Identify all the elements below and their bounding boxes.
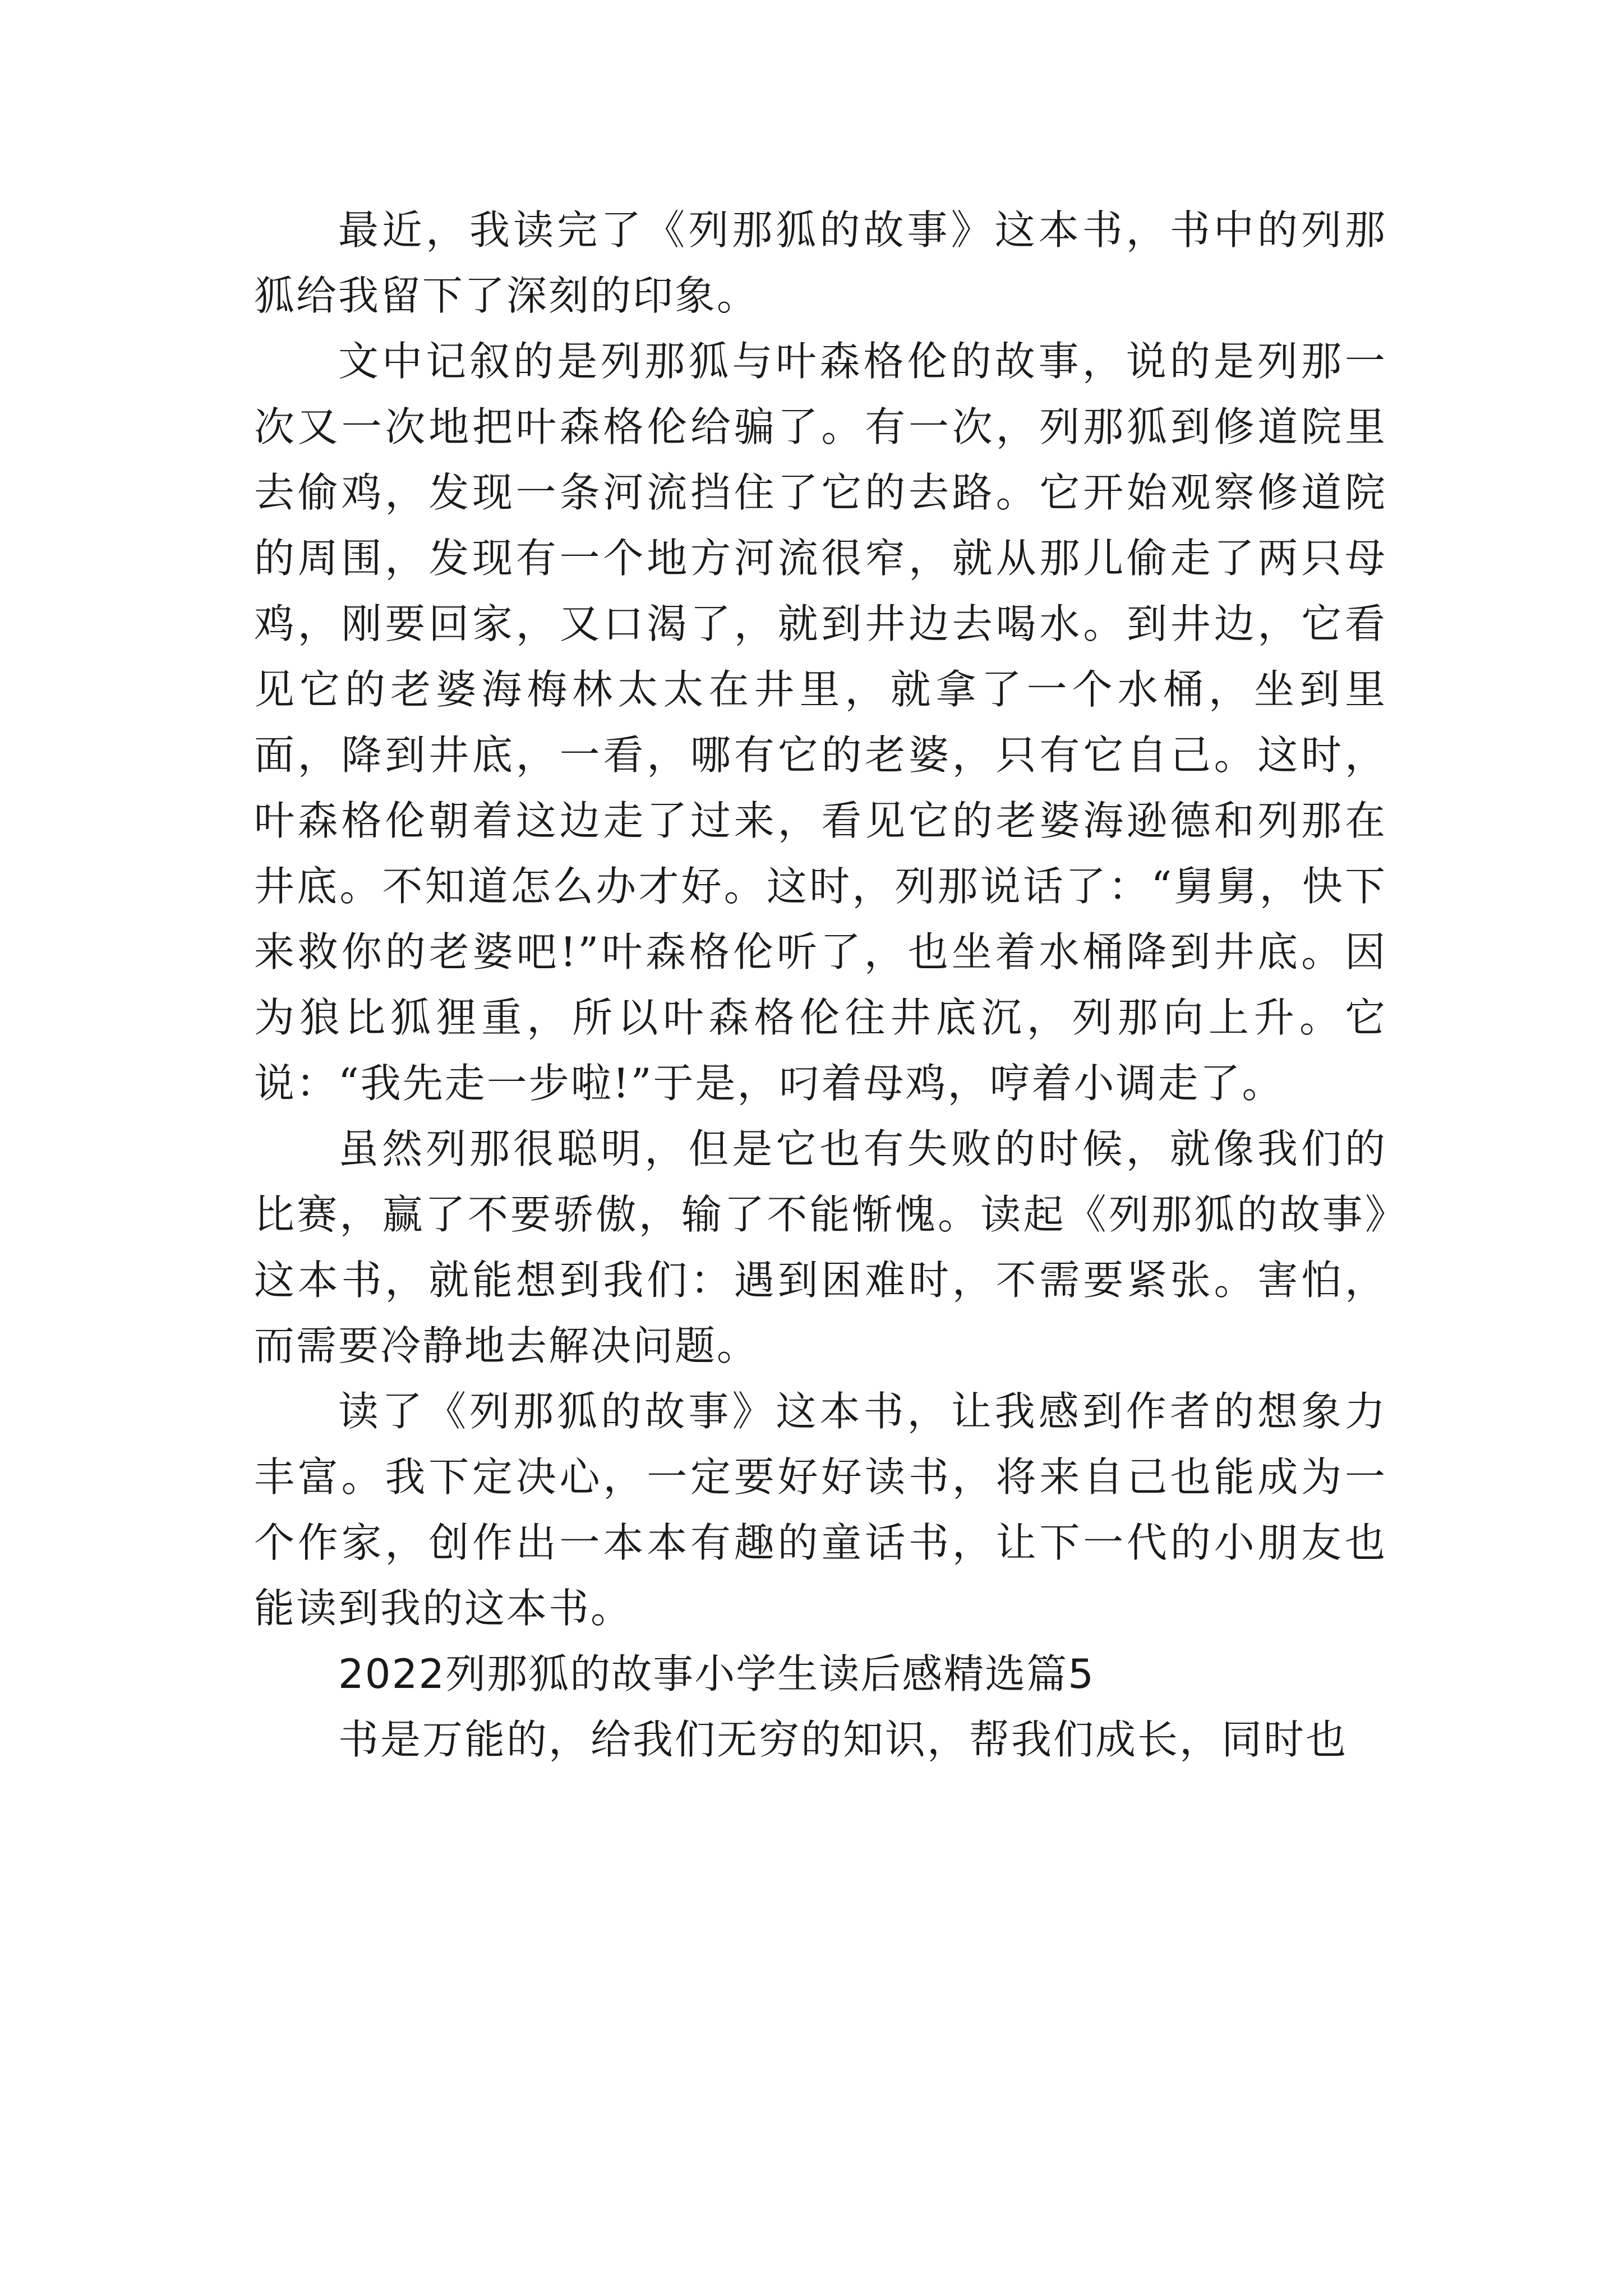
- paragraph-reflection: 虽然列那很聪明，但是它也有失败的时候，就像我们的比赛，赢了不要骄傲，输了不能惭愧。读起《列那狐的故事》这本书，就能想到我们：遇到困难时，不需要紧张。害怕，而需要冷静地去解决问题。: [254, 1125, 1387, 1369]
- paragraph-next-section: 书是万能的，给我们无穷的知识，帮我们成长，同时也: [338, 1716, 1348, 1763]
- paragraph-intro: 最近，我读完了《列那狐的故事》这本书，书中的列那狐给我留下了深刻的印象。: [254, 206, 1387, 319]
- paragraph-conclusion: 读了《列那狐的故事》这本书，让我感到作者的想象力丰富。我下定决心，一定要好好读书，将来自己也能成为一个作家，创作出一本本有趣的童话书，让下一代的小朋友也能读到我的这本书。: [254, 1388, 1387, 1632]
- paragraph-story: 文中记叙的是列那狐与叶森格伦的故事，说的是列那一次又一次地把叶森格伦给骗了。有一次，列那狐到修道院里去偷鸡，发现一条河流挡住了它的去路。它开始观察修道院的周围，发现有一个地方河流很窄，就从那儿偷走了两只母鸡，刚要回家，又口渴了，就到井边去喝水。到井边，它看见它的老婆海梅林太太在井里，就拿了一个水桶，坐到里面，降到井底，一看，哪有它的老婆，只有它自己。这时，叶森格伦朝着这边走了过来，看见它的老婆海逊德和列那在井底。不知道怎么办才好。这时，列那说话了：“舅舅，快下来救你的老婆吧!”叶森格伦听了，也坐着水桶降到井底。因为狼比狐狸重，所以叶森格伦往井底沉，列那向上升。它说：“我先走一步啦!”于是，叼着母鸡，哼着小调走了。: [254, 338, 1387, 1107]
- document-body: [254, 197, 1387, 1773]
- section-heading: 2022列那狐的故事小学生读后感精选篇5: [338, 1650, 1095, 1697]
